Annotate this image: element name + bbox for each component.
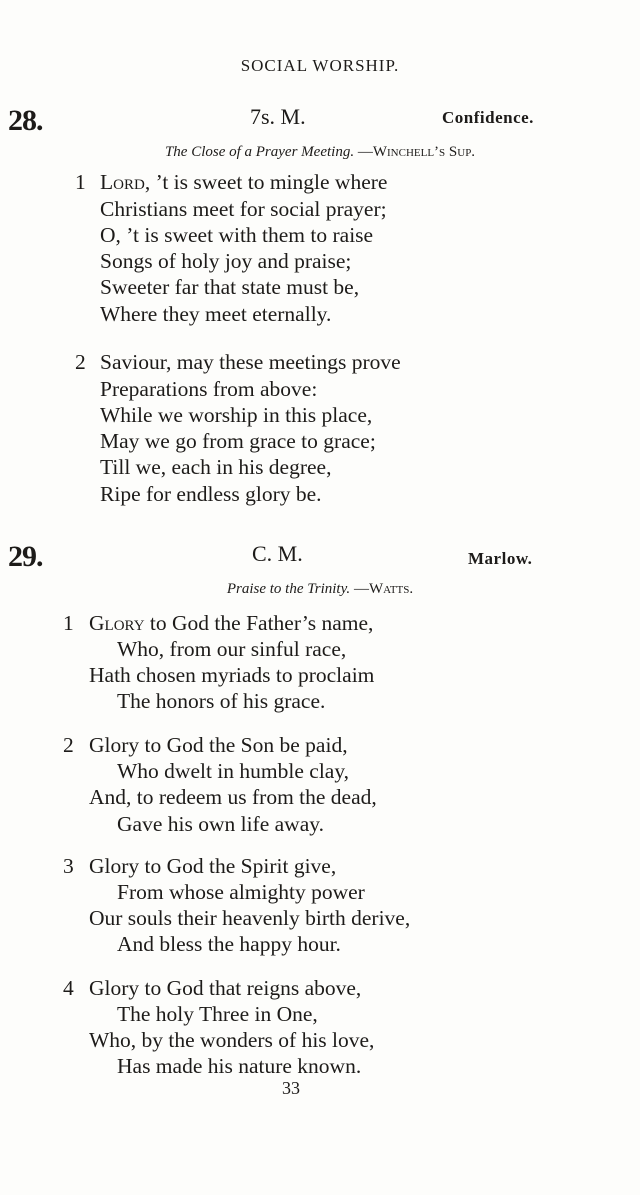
verse-line: The holy Three in One, xyxy=(117,1002,318,1026)
hymn-subtitle xyxy=(0,144,640,161)
verse-line: O, ’t is sweet with them to raise xyxy=(100,223,374,247)
verse-line: Sweeter far that state must be, xyxy=(100,275,360,299)
verse-line: Saviour, may these meetings prove xyxy=(100,350,401,374)
verse-line: Who, by the wonders of his love, xyxy=(89,1028,375,1052)
verse-line: Where they meet eternally. xyxy=(100,302,332,326)
verse-number: 1 xyxy=(75,170,86,194)
verse-number: 1 xyxy=(63,611,74,635)
verse-line: Glory to God the Son be paid, xyxy=(89,733,348,757)
verse-line: Songs of holy joy and praise; xyxy=(100,249,352,273)
running-head: SOCIAL WORSHIP. xyxy=(240,56,400,75)
verse-line: Preparations from above: xyxy=(100,377,318,401)
source-dash: — xyxy=(357,144,373,160)
verse-line: Glory to God the Father’s name, xyxy=(89,611,374,635)
verse-line: Gave his own life away. xyxy=(117,812,324,836)
verse-line: Hath chosen myriads to proclaim xyxy=(89,663,375,687)
verse-number: 3 xyxy=(63,854,74,878)
verse-line: The honors of his grace. xyxy=(117,689,326,713)
verse-line: Ripe for endless glory be. xyxy=(100,482,322,506)
verse-line: Till we, each in his degree, xyxy=(100,455,332,479)
verse-line: Our souls their heavenly birth derive, xyxy=(89,906,411,930)
hymn-number: 29. xyxy=(8,540,43,573)
verse-line: And bless the happy hour. xyxy=(117,932,341,956)
hymn-meter: 7s. M. xyxy=(250,104,306,129)
verse-line: Christians meet for social prayer; xyxy=(100,197,387,221)
page-number: 33 xyxy=(282,1078,300,1098)
tune-name: Marlow. xyxy=(468,549,533,568)
verse-number: 2 xyxy=(75,350,86,374)
hymn-source: Watts. xyxy=(368,581,414,597)
hymn-title: The Close of a Prayer Meeting. xyxy=(164,144,355,160)
verse-line: Who, from our sinful race, xyxy=(117,637,347,661)
verse-line: From whose almighty power xyxy=(117,880,365,904)
verse-number: 4 xyxy=(63,976,74,1000)
hymn-meter: C. M. xyxy=(252,541,303,566)
verse-line: Glory to God the Spirit give, xyxy=(89,854,337,878)
hymn-title: Praise to the Trinity. xyxy=(226,581,351,597)
verse-line: And, to redeem us from the dead, xyxy=(89,785,377,809)
hymn-source: Winchell’s Sup. xyxy=(372,144,476,160)
verse-line: Has made his nature known. xyxy=(117,1054,362,1078)
source-dash: — xyxy=(353,581,369,597)
verse-number: 2 xyxy=(63,733,74,757)
hymn-subtitle xyxy=(0,581,640,598)
tune-name: Confidence. xyxy=(442,108,534,127)
verse-line: Lord, ’t is sweet to mingle where xyxy=(100,170,388,194)
verse-line: Glory to God that reigns above, xyxy=(89,976,362,1000)
verse-line: While we worship in this place, xyxy=(100,403,373,427)
verse-line: May we go from grace to grace; xyxy=(100,429,376,453)
hymn-number: 28. xyxy=(8,104,43,137)
verse-line: Who dwelt in humble clay, xyxy=(117,759,350,783)
